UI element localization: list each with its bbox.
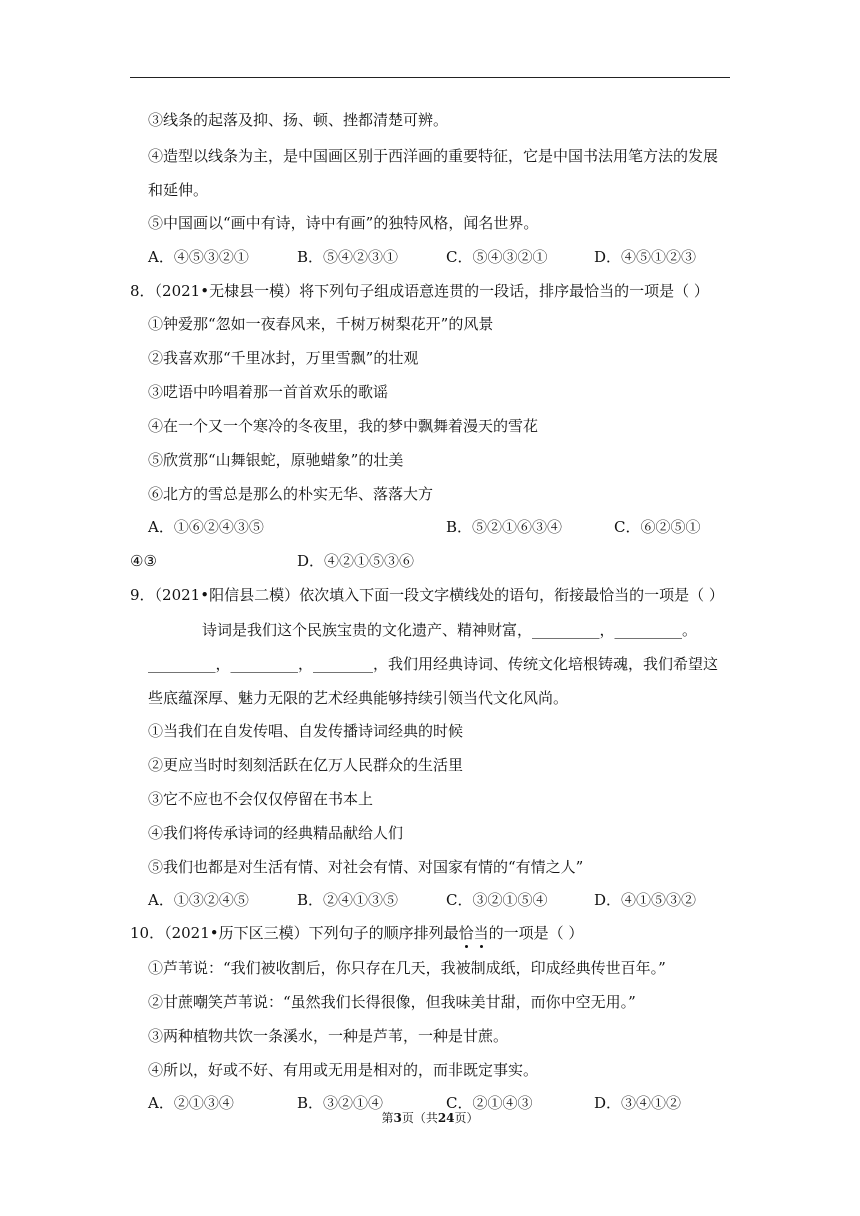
q10-emphasis-char-2: 当 <box>473 924 489 942</box>
prev-option-d: D．④⑤①②③ <box>594 248 697 266</box>
q10-option-d: D．③④①② <box>594 1094 682 1112</box>
q9-option-a: A．①③②④⑤ <box>148 891 249 909</box>
q10-option-b: B．③②①④ <box>297 1094 384 1112</box>
q9-para-line-3: 些底蕴深厚、魅力无限的艺术经典能够持续引领当代文化风尚。 <box>148 689 569 707</box>
q8-item-3: ③呓语中吟唱着那一首首欢乐的歌谣 <box>148 383 389 401</box>
sentence-4-cont: 和延伸。 <box>148 181 209 199</box>
q9-item-5: ⑤我们也都是对生活有情、对社会有情、对国家有情的“有情之人” <box>148 858 584 876</box>
q9-para-line-1: 诗词是我们这个民族宝贵的文化遗产、精神财富，_________，_________。 <box>202 621 698 639</box>
q8-item-2: ②我喜欢那“千里冰封，万里雪飘”的壮观 <box>148 349 419 367</box>
q9-para-line-2: _________，_________，________，我们用经典诗词、传统文化培根铸魂，我们希望这 <box>148 655 719 673</box>
sentence-3: ③线条的起落及抑、扬、顿、挫都清楚可辨。 <box>148 111 449 129</box>
q8-item-1: ①钟爱那“忽如一夜春风来，千树万树梨花开”的风景 <box>148 315 494 333</box>
q10-item-4: ④所以，好或不好、有用或无用是相对的，而非既定事实。 <box>148 1061 539 1079</box>
q9-option-c: C．③②①⑤④ <box>446 891 548 909</box>
prev-option-a: A．④⑤③②① <box>148 248 249 266</box>
q8-item-6: ⑥北方的雪总是那么的朴实无华、落落大方 <box>148 485 434 503</box>
q8-option-c: C．⑥②⑤① <box>614 518 701 536</box>
footer-total-pages: 24 <box>437 1111 455 1125</box>
q8-option-d: D．④②①⑤③⑥ <box>297 552 415 570</box>
q10-option-a: A．②①③④ <box>148 1094 234 1112</box>
header-rule <box>130 77 730 78</box>
footer-prefix: 第 <box>381 1111 394 1125</box>
q9-option-d: D．④①⑤③② <box>594 891 697 909</box>
q9-item-1: ①当我们在自发传唱、自发传播诗词经典的时候 <box>148 722 464 740</box>
q8-option-a: A．①⑥②④③⑤ <box>148 518 264 536</box>
q8-item-5: ⑤欣赏那“山舞银蛇，原驰蜡象”的壮美 <box>148 451 404 469</box>
prev-option-c: C．⑤④③②① <box>446 248 548 266</box>
prev-option-b: B．⑤④②③① <box>297 248 399 266</box>
q8-option-b: B．⑤②①⑥③④ <box>446 518 563 536</box>
q9-item-4: ④我们将传承诗词的经典精品献给人们 <box>148 824 404 842</box>
q9-option-b: B．②④①③⑤ <box>297 891 399 909</box>
q10-stem <box>130 923 583 943</box>
q10-option-c: C．②①④③ <box>446 1094 533 1112</box>
footer-middle: 页（共 <box>401 1111 438 1125</box>
page-footer <box>0 1110 860 1126</box>
q8-option-c-cont: ④③ <box>130 552 157 570</box>
sentence-5: ⑤中国画以“画中有诗，诗中有画”的独特风格，闻名世界。 <box>148 214 539 232</box>
q8-item-4: ④在一个又一个寒冷的冬夜里，我的梦中飘舞着漫天的雪花 <box>148 417 539 435</box>
footer-suffix: 页） <box>454 1111 479 1125</box>
q10-stem-before: 10．（2021•历下区三模）下列句子的顺序排列最 <box>130 924 459 942</box>
q10-item-2: ②甘蔗嘲笑芦苇说：“虽然我们长得很像，但我味美甘甜，而你中空无用。” <box>148 993 636 1011</box>
q10-item-3: ③两种植物共饮一条溪水，一种是芦苇，一种是甘蔗。 <box>148 1027 509 1045</box>
q8-stem: 8．（2021•无棣县一模）将下列句子组成语意连贯的一段话，排序最恰当的一项是（ ） <box>130 282 709 300</box>
q10-emphasis-char-1: 恰 <box>458 924 474 942</box>
footer-page-number: 3 <box>393 1111 402 1125</box>
sentence-4: ④造型以线条为主，是中国画区别于西洋画的重要特征，它是中国书法用笔方法的发展 <box>148 147 719 165</box>
q9-stem: 9．（2021•阳信县二模）依次填入下面一段文字横线处的语句，衔接最恰当的一项是（ ） <box>130 586 724 604</box>
q10-item-1: ①芦苇说：“我们被收割后，你只存在几天，我被制成纸，印成经典传世百年。” <box>148 959 666 977</box>
q9-item-3: ③它不应也不会仅仅停留在书本上 <box>148 790 374 808</box>
q9-item-2: ②更应当时时刻刻活跃在亿万人民群众的生活里 <box>148 756 464 774</box>
q10-stem-after: 的一项是（ ） <box>488 924 584 942</box>
